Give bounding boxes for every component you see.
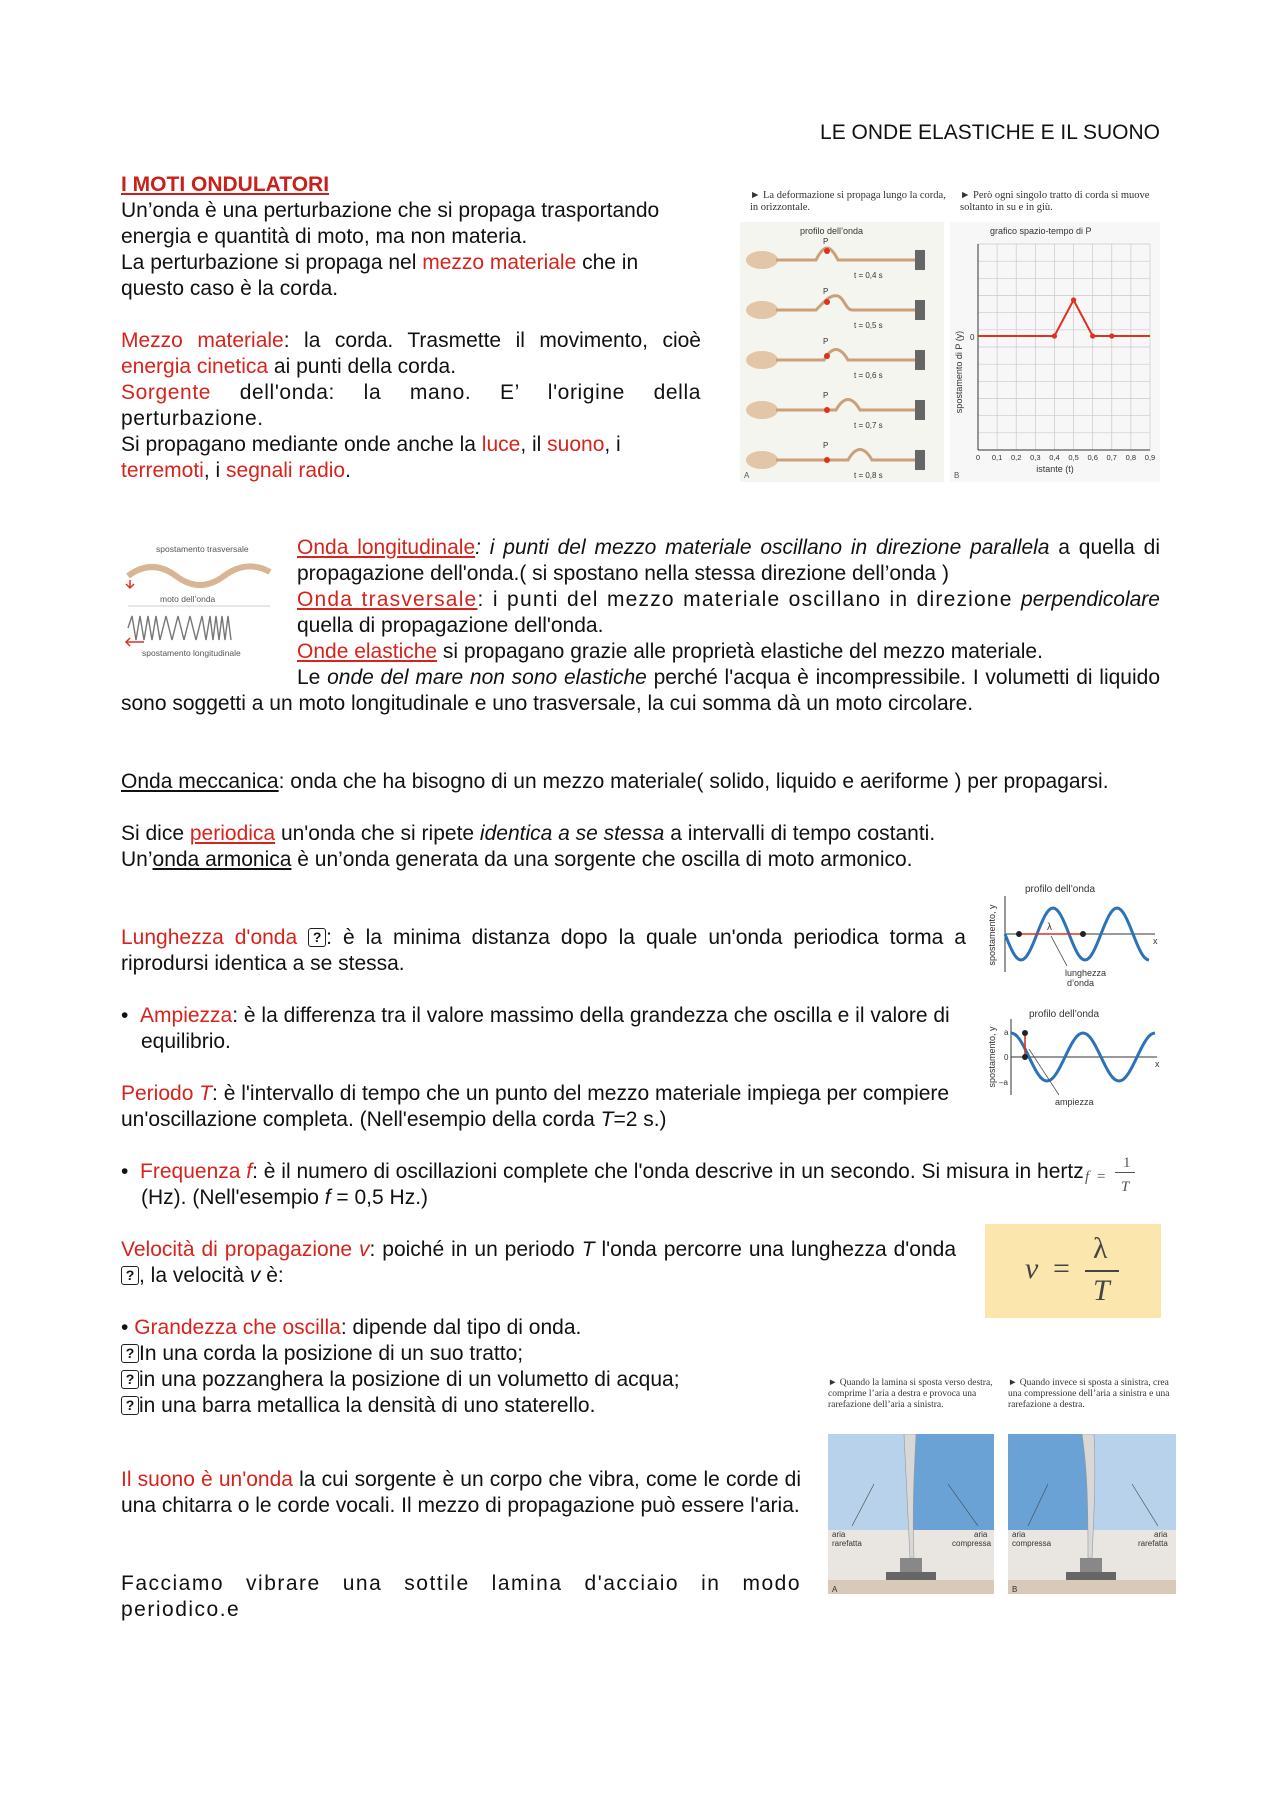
x-tick-label: 0,1 — [991, 453, 1003, 462]
svg-text:aria: aria — [832, 1530, 846, 1539]
wavefig2-ylabel: spostamento, y — [987, 1026, 997, 1088]
a-neg-label: –a — [999, 1078, 1008, 1087]
svg-text:t = 0,5 s: t = 0,5 s — [854, 321, 883, 330]
frequency-item: • Frequenza f: è il numero di oscillazioni complete che l'onda descrive in un secondo. Si misura in hertz (Hz). (Nell'esempio f = 0,5 Hz.) — [121, 1160, 1084, 1209]
velocity-formula — [985, 1224, 1161, 1318]
wavelength-drawing — [985, 880, 1165, 990]
sorgente-paragraph: Sorgente dell'onda: la mano. E’ l'origine della perturbazione. — [121, 381, 701, 430]
svg-text:t = 0,8 s: t = 0,8 s — [854, 471, 883, 480]
svg-text:rarefatta: rarefatta — [1138, 1539, 1168, 1548]
svg-text:aria: aria — [974, 1530, 988, 1539]
a-pos-label: a — [1004, 1028, 1009, 1037]
list-item: ? in una barra metallica la densità di uno staterello. — [121, 1393, 966, 1419]
panel-b — [1008, 1434, 1176, 1594]
wavelength-figure — [985, 880, 1165, 990]
wavefig1-x: x — [1153, 936, 1158, 946]
formula-f-num: 1 — [1123, 1155, 1131, 1171]
x-tick-label: 0,7 — [1106, 453, 1117, 462]
mechanical-wave-paragraph: Onda meccanica: onda che ha bisogno di un mezzo materiale( solido, liquido e aeriforme ) per propagarsi. — [121, 770, 1109, 793]
lamina-figure — [828, 1378, 1180, 1598]
hand-icon — [746, 251, 778, 269]
medium-paragraph: La perturbazione si propaga nel mezzo materiale che in questo caso è la corda. — [121, 251, 639, 300]
wavefig2-title: profilo dell’onda — [1029, 1009, 1100, 1020]
amplitude-figure — [985, 1005, 1165, 1115]
amplitude-item: • Ampiezza: è la differenza tra il valore massimo della grandezza che oscilla e il valore di equilibrio. — [121, 1004, 950, 1053]
oscillating-quantity-heading: • Grandezza che oscilla: dipende dal tipo di onda. — [121, 1316, 582, 1339]
x-tick-label: 0,3 — [1030, 453, 1041, 462]
hand-icon — [746, 451, 778, 469]
svg-text:aria: aria — [1012, 1530, 1026, 1539]
left-arrow-icon — [126, 638, 144, 646]
svg-text:t = 0,6 s: t = 0,6 s — [854, 371, 883, 380]
panel-a-label: A — [832, 1585, 838, 1594]
list-item: ? In una corda la posizione di un suo tratto; — [121, 1341, 966, 1367]
wavefig2-caption: ampiezza — [1055, 1097, 1094, 1107]
panel-b-label: B — [954, 471, 960, 480]
lambda-label: λ — [1047, 922, 1052, 933]
panel-a — [828, 1434, 994, 1594]
formula-v-eq: = — [1053, 1252, 1070, 1285]
figure-1a-caption: ► La deformazione si propaga lungo la corda, in orizzontale. — [750, 190, 946, 213]
rope-wave-figure — [740, 186, 1160, 486]
sound-paragraph: Il suono è un'onda la cui sorgente è un corpo che vibra, come le corde di una chitarra o le corde vocali. Il mezzo di propagazione può essere l'aria. — [121, 1468, 802, 1517]
missing-glyph-icon: ? — [121, 1266, 139, 1285]
mezzo-materiale-paragraph: Mezzo materiale: la corda. Trasmette il movimento, cioè energia cinetica ai punti della corda. — [121, 329, 701, 378]
figure-3b-caption: ► Quando invece si sposta a sinistra, crea una compressione dell’aria a sinistra e una rarefazione a destra. — [1008, 1378, 1170, 1410]
intro-paragraph: Un’onda è una perturbazione che si propaga trasportando energia e quantità di moto, ma non materia. — [121, 199, 660, 248]
svg-text:P: P — [823, 237, 829, 246]
svg-text:P: P — [823, 391, 829, 400]
transverse-paragraph: Onda trasversale: i punti del mezzo materiale oscillano in direzione perpendicolare quella di propagazione dell'onda. — [297, 588, 1160, 637]
wavefig1-caption2: d’onda — [1067, 978, 1095, 988]
svg-text:aria: aria — [1154, 1530, 1168, 1539]
x-tick-label: 0,4 — [1049, 453, 1060, 462]
frequency-formula — [1085, 1150, 1145, 1198]
wavefig1-title: profilo dell’onda — [1025, 884, 1096, 895]
svg-text:compressa: compressa — [952, 1539, 992, 1548]
amplitude-drawing — [985, 1005, 1165, 1115]
x-tick-label: 0,6 — [1087, 453, 1098, 462]
wave-types-drawing — [122, 542, 272, 662]
longitudinal-paragraph: Onda longitudinale: i punti del mezzo materiale oscillano in direzione parallela a quella di propagazione dell'onda.( si spostano nella stessa direzione dell’onda ) — [297, 536, 1161, 585]
wavefig1-ylabel: spostamento, y — [987, 904, 997, 966]
sea-waves-paragraph: Le onde del mare non sono elastiche perché l'acqua è incompressibile. I volumetti di liquido sono soggetti a un moto longitudinale e uno trasversale, la cui somma dà un moto circolare. — [121, 666, 1160, 715]
hand-icon — [746, 301, 778, 319]
x-tick-label: 0,5 — [1068, 453, 1079, 462]
svg-text:t = 0,4 s: t = 0,4 s — [854, 271, 883, 280]
formula-f-den: T — [1121, 1179, 1130, 1195]
panel-a-label: A — [744, 471, 750, 480]
transverse-label: spostamento trasversale — [156, 544, 249, 554]
curve-point — [1109, 333, 1114, 338]
lamina-paragraph: Facciamo vibrare una sottile lamina d'acciaio in modo periodico.e — [121, 1572, 801, 1621]
longitudinal-label: spostamento longitudinale — [142, 648, 241, 658]
curve-point — [1052, 333, 1057, 338]
wavefig2-x: x — [1155, 1059, 1160, 1069]
period-paragraph: Periodo T: è l'intervallo di tempo che un punto del mezzo materiale impiega per compiere un'oscillazione completa. (Nell'esempio della corda T=2 s.) — [121, 1082, 950, 1131]
section-2 — [297, 535, 1160, 665]
space-time-panel — [950, 222, 1160, 482]
list-item: ? in una pozzanghera la posizione di un volumetto di acqua; — [121, 1367, 966, 1393]
x-tick-label: 0,9 — [1144, 453, 1156, 462]
wavefig1-caption1: lunghezza — [1065, 968, 1107, 978]
hand-icon — [746, 401, 778, 419]
svg-text:rarefatta: rarefatta — [832, 1539, 862, 1548]
x-tick-label: 0,2 — [1011, 453, 1022, 462]
harmonic-paragraph: Un’onda armonica è un’onda generata da una sorgente che oscilla di moto armonico. — [121, 848, 913, 871]
formula-v-num: λ — [1093, 1232, 1108, 1265]
curve-point — [1090, 333, 1095, 338]
formula-f-eq: = — [1097, 1169, 1106, 1185]
svg-text:P: P — [823, 287, 829, 296]
lamina-drawing — [828, 1434, 1180, 1598]
zero-label: 0 — [1004, 1053, 1009, 1062]
transverse-wave — [128, 566, 270, 585]
down-arrow-icon — [126, 580, 134, 588]
rope-panel — [740, 222, 944, 482]
x-tick-label: 0,8 — [1125, 453, 1137, 462]
graph-ylabel: spostamento di P (y) — [954, 330, 964, 414]
rope-drawing — [740, 222, 944, 482]
formula-f-symbol: f — [1085, 1169, 1090, 1185]
panel-b-label: B — [1012, 1585, 1018, 1594]
page-header-title: LE ONDE ELASTICHE E IL SUONO — [820, 121, 1160, 144]
formula-v-den: T — [1093, 1274, 1110, 1307]
displacement-curve — [978, 300, 1150, 336]
graph-xlabel: istante (t) — [1036, 464, 1074, 474]
hand-icon — [746, 351, 778, 369]
graph-ytick: 0 — [970, 333, 975, 342]
propagation-paragraph: Si propagano mediante onde anche la luce, il suono, i terremoti, i segnali radio. — [121, 433, 621, 482]
space-time-graph — [950, 222, 1160, 482]
svg-text:P: P — [823, 337, 829, 346]
profilo-label: profilo dell’onda — [800, 226, 864, 236]
rope-rows — [746, 237, 925, 480]
figure-1b-caption: ► Però ogni singolo tratto di corda si muove soltanto in su e in giù. — [960, 190, 1150, 213]
graph-title: grafico spazio-tempo di P — [990, 226, 1092, 236]
periodic-paragraph: Si dice periodica un'onda che si ripete identica a se stessa a intervalli di tempo costanti. — [121, 822, 936, 845]
velocity-paragraph: Velocità di propagazione v: poiché in un periodo T l'onda percorre una lunghezza d'onda ? , la velocità v è: — [121, 1238, 956, 1287]
svg-text:t = 0,7 s: t = 0,7 s — [854, 421, 883, 430]
curve-point — [1071, 297, 1076, 302]
missing-glyph-icon: ? — [308, 928, 326, 947]
figure-3a-caption: ► Quando la lamina si sposta verso destra, comprime l’aria a destra e provoca una rarefazione dell’aria a sinistra. — [828, 1378, 993, 1410]
wavelength-paragraph: Lunghezza d'onda ? : è la minima distanza dopo la quale un'onda periodica torma a riprodursi identica a se stessa. — [121, 926, 966, 975]
spring-icon — [128, 616, 231, 640]
motion-label: moto dell’onda — [160, 594, 216, 604]
elastic-paragraph: Onde elastiche si propagano grazie alle proprietà elastiche del mezzo materiale. — [297, 640, 1043, 663]
formula-v-symbol: v — [1025, 1252, 1039, 1285]
x-tick-label: 0 — [975, 453, 981, 462]
svg-text:P: P — [823, 441, 829, 450]
section-1 — [121, 172, 701, 484]
wave-types-figure — [122, 542, 272, 662]
svg-text:compressa: compressa — [1012, 1539, 1052, 1548]
section-heading: I MOTI ONDULATORI — [121, 173, 330, 196]
